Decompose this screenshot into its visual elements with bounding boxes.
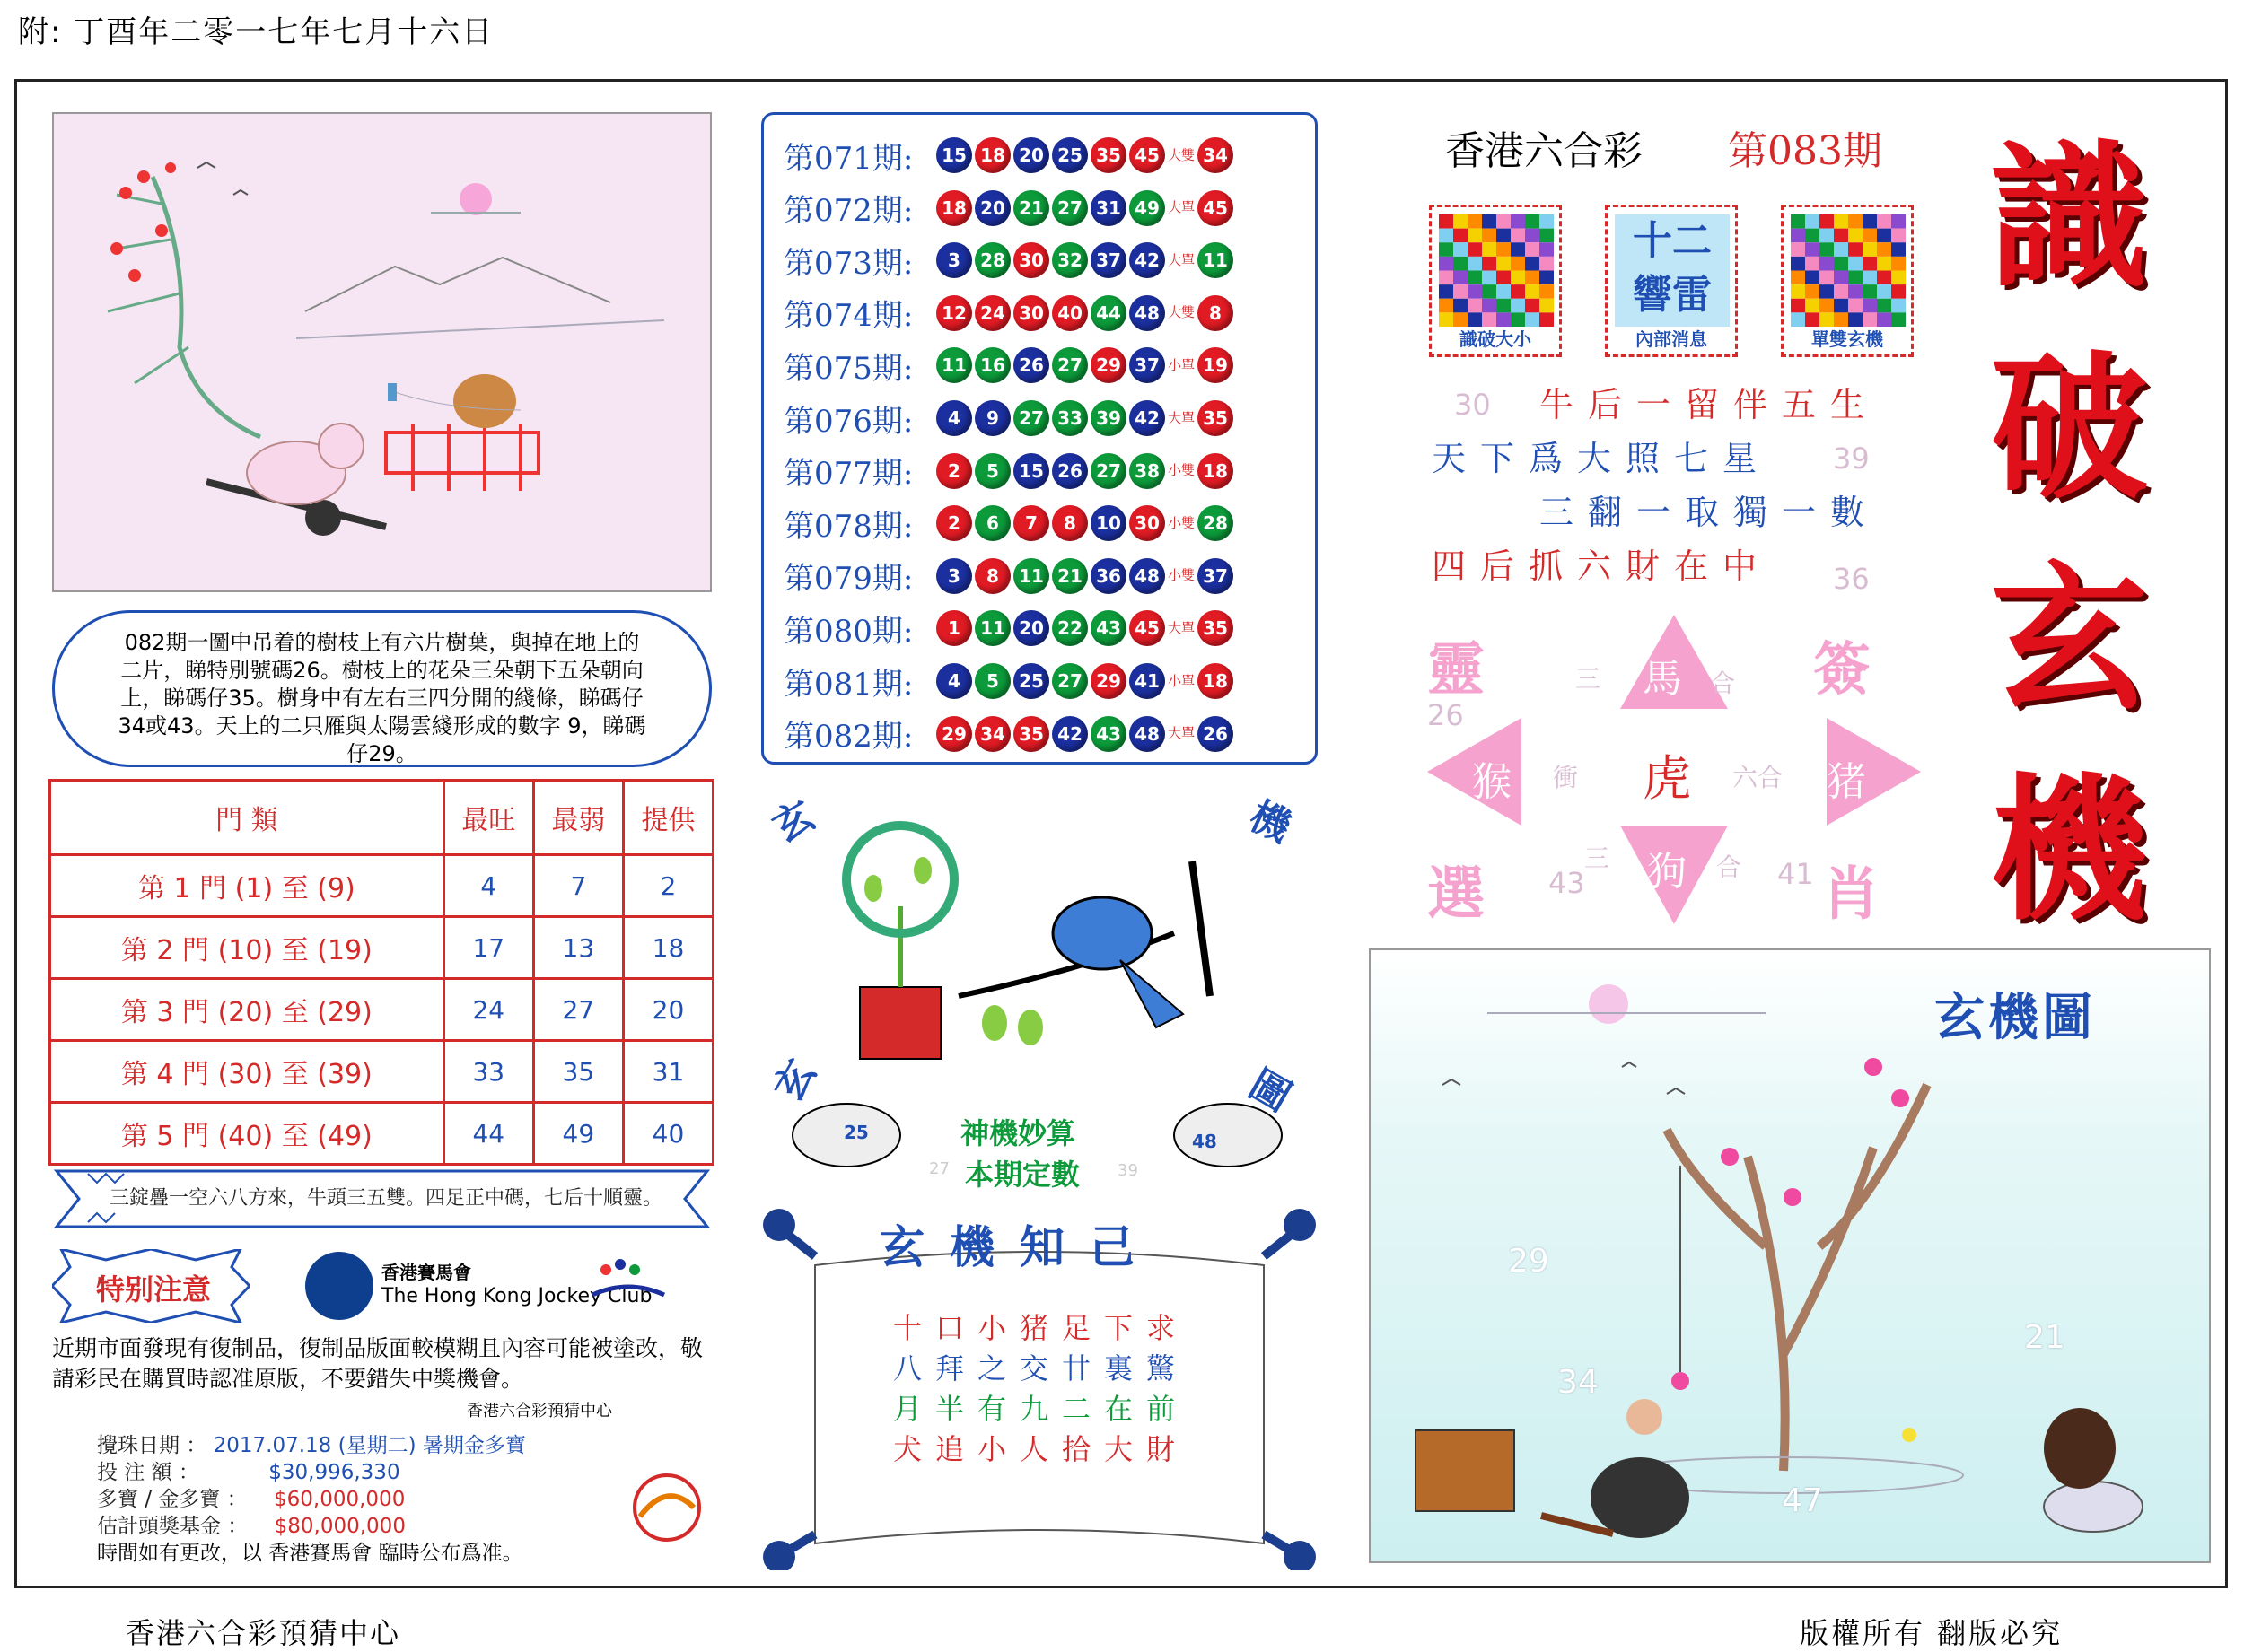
scene-number: 21 xyxy=(2024,1319,2065,1356)
zodiac-tag: 小單 xyxy=(1168,672,1196,689)
number-ball: 44 xyxy=(1091,295,1126,331)
zodiac-tag: 大單 xyxy=(1168,725,1196,742)
door-label: 第 3 門 (20) 至 (29) xyxy=(50,979,444,1041)
door-min: 49 xyxy=(533,1103,623,1165)
number-ball: 29 xyxy=(1091,663,1126,699)
number-ball: 43 xyxy=(1091,610,1126,646)
big-title-char: 識 xyxy=(1990,126,2148,310)
special-ball: 8 xyxy=(1197,295,1233,331)
compass-right: 猪 xyxy=(1827,759,1866,805)
draw-date-label: 攪珠日期 ： xyxy=(97,1434,207,1457)
number-ball: 49 xyxy=(1129,190,1165,226)
door-min: 13 xyxy=(533,917,623,979)
warning-source: 香港六合彩預猜中心 xyxy=(467,1402,612,1420)
number-ball: 27 xyxy=(1052,347,1088,383)
draw-issue-label: 第078期: xyxy=(784,508,914,545)
draw-row xyxy=(784,236,1236,284)
number-ball: 12 xyxy=(936,295,972,331)
draw-issue-label: 第076期: xyxy=(784,403,914,440)
special-ball: 18 xyxy=(1197,453,1233,489)
bet-row xyxy=(97,1455,400,1485)
mid-poem-line: 月半有九二在前 xyxy=(893,1392,1189,1426)
number-ball: 4 xyxy=(936,400,972,436)
number-ball: 28 xyxy=(975,242,1011,278)
draw-row xyxy=(784,710,1236,758)
draw-date-value: 2017.07.18 (星期二) 暑期金多寶 xyxy=(213,1434,526,1457)
big-title-char: 玄 xyxy=(1990,547,2148,731)
bet-value: $30,996,330 xyxy=(268,1461,400,1484)
mid-poem-line: 犬追小人拾大財 xyxy=(893,1432,1189,1466)
number-ball: 8 xyxy=(975,558,1011,594)
number-ball: 31 xyxy=(1091,190,1126,226)
footer-left: 香港六合彩預猜中心 xyxy=(126,1616,401,1650)
mosaic-icon xyxy=(1791,214,1906,327)
doors-table xyxy=(48,779,714,1166)
compass-small: 合 xyxy=(1716,852,1742,882)
number-ball: 38 xyxy=(1129,453,1165,489)
number-ball: 25 xyxy=(1052,137,1088,173)
number-ball: 15 xyxy=(936,137,972,173)
number-ball: 27 xyxy=(1013,400,1049,436)
right-poem-line: 天下爲大照七星 xyxy=(1432,439,1772,478)
compass-faint: 26 xyxy=(1427,698,1464,732)
number-ball: 42 xyxy=(1129,400,1165,436)
special-ball: 19 xyxy=(1197,347,1233,383)
number-ball: 2 xyxy=(936,505,972,541)
zodiac-tag: 大單 xyxy=(1168,619,1196,636)
mid-poem-line: 八拜之交廿裏驚 xyxy=(893,1351,1189,1385)
table-row xyxy=(50,917,714,979)
compass-corner: 選 xyxy=(1427,861,1485,928)
number-ball: 48 xyxy=(1129,716,1165,752)
number-ball: 40 xyxy=(1052,295,1088,331)
doors-header-max: 最旺 xyxy=(443,781,533,855)
number-ball: 11 xyxy=(1013,558,1049,594)
number-ball: 43 xyxy=(1091,716,1126,752)
compass-left: 猴 xyxy=(1472,759,1512,805)
compass-faint: 43 xyxy=(1548,866,1585,900)
draw-row xyxy=(784,657,1236,705)
number-ball: 16 xyxy=(975,347,1011,383)
chick-icon xyxy=(1902,1428,1916,1442)
zodiac-tag: 大單 xyxy=(1168,199,1196,216)
number-ball: 45 xyxy=(1129,610,1165,646)
number-ball: 4 xyxy=(936,663,972,699)
calc-text-2: 本期定數 xyxy=(965,1158,1081,1192)
number-ball: 3 xyxy=(936,558,972,594)
compass-corner: 靈 xyxy=(1427,637,1485,704)
draw-row xyxy=(784,131,1236,179)
number-ball: 5 xyxy=(975,453,1011,489)
special-ball: 35 xyxy=(1197,610,1233,646)
number-ball: 18 xyxy=(975,137,1011,173)
faint-number: 36 xyxy=(1833,562,1870,596)
secret-box-label: 單雙玄機 xyxy=(1811,328,1883,350)
draw-row xyxy=(784,341,1236,389)
number-ball: 39 xyxy=(1091,400,1126,436)
number-ball: 29 xyxy=(1091,347,1126,383)
secret-box-label: 識破大小 xyxy=(1459,328,1531,350)
number-ball: 25 xyxy=(1013,663,1049,699)
number-ball: 35 xyxy=(1013,716,1049,752)
door-give: 2 xyxy=(623,855,713,917)
draw-row xyxy=(784,394,1236,442)
number-ball: 11 xyxy=(936,347,972,383)
table-row xyxy=(50,1041,714,1103)
secret-box-inside xyxy=(1605,205,1738,357)
number-ball: 30 xyxy=(1013,295,1049,331)
table-row xyxy=(50,855,714,917)
number-ball: 24 xyxy=(975,295,1011,331)
scene-number: 29 xyxy=(1508,1243,1549,1280)
egg-right-number: 48 xyxy=(1192,1131,1217,1152)
draw-issue-label: 第074期: xyxy=(784,298,914,335)
big-title-char: 機 xyxy=(1990,758,2148,942)
estimate-value: $80,000,000 xyxy=(274,1515,406,1538)
compass-small: 六合 xyxy=(1732,763,1784,792)
woman-icon xyxy=(1591,1457,1689,1538)
notice-badge: 特别注意 xyxy=(95,1272,211,1307)
compass-small: 合 xyxy=(1710,669,1736,698)
scene-number: 47 xyxy=(1782,1482,1823,1519)
number-ball: 5 xyxy=(975,663,1011,699)
draw-issue-label: 第081期: xyxy=(784,666,914,703)
secret-box-oddeven xyxy=(1781,205,1914,357)
estimate-row xyxy=(97,1509,406,1539)
number-ball: 6 xyxy=(975,505,1011,541)
compass-small: 三 xyxy=(1575,664,1601,694)
door-label: 第 1 門 (1) 至 (9) xyxy=(50,855,444,917)
corner-br: 圖 xyxy=(1240,1061,1299,1121)
number-ball: 27 xyxy=(1052,190,1088,226)
special-ball: 35 xyxy=(1197,400,1233,436)
draw-date-row xyxy=(97,1429,526,1458)
right-poem-line: 牛后一留伴五生 xyxy=(1539,385,1880,424)
door-label: 第 2 門 (10) 至 (19) xyxy=(50,917,444,979)
zodiac-tag: 大單 xyxy=(1168,251,1196,268)
number-ball: 9 xyxy=(975,400,1011,436)
sun-icon xyxy=(460,183,492,215)
quail-icon xyxy=(1053,897,1152,969)
zodiac-tag: 大單 xyxy=(1168,409,1196,426)
number-ball: 3 xyxy=(936,242,972,278)
egg-left-number: 25 xyxy=(844,1122,869,1143)
riddle-picture xyxy=(52,112,712,592)
rooster-icon xyxy=(453,374,516,428)
draw-issue-label: 第073期: xyxy=(784,245,914,282)
door-min: 7 xyxy=(533,855,623,917)
compass-small: 衝 xyxy=(1553,763,1579,792)
flowerpot-icon xyxy=(860,987,941,1059)
jackpot-label: 多寶 / 金多寶 ： xyxy=(97,1488,248,1511)
number-ball: 29 xyxy=(936,716,972,752)
mystery-picture-label: 玄機圖 xyxy=(1934,989,2096,1047)
right-poem-line: 四后抓六財在中 xyxy=(1432,546,1772,586)
draw-row xyxy=(784,604,1236,652)
hkjc-logo-icon xyxy=(305,1252,373,1320)
door-label: 第 5 門 (40) 至 (49) xyxy=(50,1103,444,1165)
number-ball: 18 xyxy=(936,190,972,226)
number-ball: 27 xyxy=(1052,663,1088,699)
number-ball: 10 xyxy=(1091,505,1126,541)
door-min: 35 xyxy=(533,1041,623,1103)
number-ball: 1 xyxy=(936,610,972,646)
draw-row xyxy=(784,184,1236,232)
draw-history-panel xyxy=(761,112,1318,765)
big-title-char: 破 xyxy=(1990,337,2148,520)
egg-right-faint: 39 xyxy=(1118,1161,1138,1180)
jackpot-value: $60,000,000 xyxy=(274,1488,406,1511)
number-ball: 37 xyxy=(1091,242,1126,278)
number-ball: 30 xyxy=(1013,242,1049,278)
compass-bottom: 狗 xyxy=(1647,849,1687,895)
special-ball: 18 xyxy=(1197,663,1233,699)
draw-issue-label: 第079期: xyxy=(784,561,914,598)
compass-small: 三 xyxy=(1584,843,1610,873)
number-ball: 36 xyxy=(1091,558,1126,594)
dog-icon xyxy=(2044,1408,2116,1489)
number-ball: 48 xyxy=(1129,558,1165,594)
right-poem-line: 三翻一取獨一數 xyxy=(1539,493,1880,532)
compass-corner: 簽 xyxy=(1813,637,1871,704)
mid-poem-line: 十口小猪足下求 xyxy=(893,1311,1189,1345)
zodiac-tag: 小雙 xyxy=(1168,462,1196,479)
bet-label: 投 注 額 ： xyxy=(97,1461,199,1484)
door-min: 27 xyxy=(533,979,623,1041)
sun-icon xyxy=(1589,984,1628,1024)
zodiac-tag: 小雙 xyxy=(1168,514,1196,531)
table-row xyxy=(50,1103,714,1165)
faint-number: 39 xyxy=(1833,441,1870,476)
zodiac-tag: 大雙 xyxy=(1168,304,1196,321)
number-ball: 34 xyxy=(975,716,1011,752)
zodiac-tag: 小單 xyxy=(1168,356,1196,373)
hkjc-name-cn: 香港賽馬會 xyxy=(381,1262,471,1283)
hkjc-name-en: The Hong Kong Jockey Club xyxy=(381,1285,653,1307)
faint-number: 30 xyxy=(1454,388,1491,422)
door-give: 31 xyxy=(623,1041,713,1103)
door-max: 44 xyxy=(443,1103,533,1165)
table-row xyxy=(50,979,714,1041)
mark-six-logo-icon xyxy=(588,1252,669,1306)
number-ball: 2 xyxy=(936,453,972,489)
middle-title: 玄機知己 xyxy=(880,1221,1160,1273)
number-ball: 20 xyxy=(1013,137,1049,173)
special-ball: 37 xyxy=(1197,558,1233,594)
number-ball: 35 xyxy=(1091,137,1126,173)
doors-header-row xyxy=(50,781,714,855)
issue-number: 第083期 xyxy=(1728,128,1882,174)
doors-header-give: 提供 xyxy=(623,781,713,855)
draw-issue-label: 第082期: xyxy=(784,719,914,756)
special-ball: 45 xyxy=(1197,190,1233,226)
swallow-icon xyxy=(763,1209,795,1241)
banner-text: 三錠疊一空六八方來，牛頭三五雙。四足正中碼，七后十順靈。 xyxy=(109,1187,662,1210)
number-ball: 48 xyxy=(1129,295,1165,331)
door-label: 第 4 門 (30) 至 (39) xyxy=(50,1041,444,1103)
number-ball: 20 xyxy=(1013,610,1049,646)
egg-left-faint: 27 xyxy=(929,1159,950,1178)
draw-issue-label: 第072期: xyxy=(784,193,914,230)
number-ball: 26 xyxy=(1013,347,1049,383)
draw-row xyxy=(784,447,1236,495)
special-ball: 28 xyxy=(1197,505,1233,541)
number-ball: 37 xyxy=(1129,347,1165,383)
number-ball: 27 xyxy=(1091,453,1126,489)
draw-issue-label: 第071期: xyxy=(784,140,914,177)
jackpot-row xyxy=(97,1482,405,1512)
mosaic-icon xyxy=(1439,214,1554,327)
draw-issue-label: 第077期: xyxy=(784,456,914,493)
tree-icon xyxy=(1667,1085,1927,1471)
compass-center: 虎 xyxy=(1643,750,1691,807)
zodiac-tag: 小雙 xyxy=(1168,567,1196,584)
number-ball: 26 xyxy=(1052,453,1088,489)
number-ball: 15 xyxy=(1013,453,1049,489)
number-ball: 8 xyxy=(1052,505,1088,541)
number-ball: 7 xyxy=(1013,505,1049,541)
number-ball: 42 xyxy=(1129,242,1165,278)
number-ball: 21 xyxy=(1013,190,1049,226)
date-line: 附: 丁酉年二零一七年七月十六日 xyxy=(18,14,495,50)
draw-row xyxy=(784,552,1236,600)
door-give: 18 xyxy=(623,917,713,979)
number-ball: 22 xyxy=(1052,610,1088,646)
riddle-explanation: 082期一圖中吊着的樹枝上有六片樹葉，與掉在地上的二片，睇特別號碼26。樹枝上的花朵三朵朝下五朵朝向上，睇碼仔35。樹身中有左右三四分開的綫條，睇碼仔34或43。天上的二只雁與太陽雲綫形成的數字 9，睇碼仔29。 xyxy=(52,610,712,767)
number-ball: 41 xyxy=(1129,663,1165,699)
footer-right: 版權所有 翻版必究 xyxy=(1800,1616,2064,1650)
zodiac-tag: 大雙 xyxy=(1168,146,1196,163)
special-ball: 11 xyxy=(1197,242,1233,278)
draw-issue-label: 第075期: xyxy=(784,350,914,387)
mountain-icon xyxy=(305,258,610,311)
corner-tr: 機 xyxy=(1242,792,1298,852)
corner-bl: 玄 xyxy=(765,1052,825,1110)
draw-row xyxy=(784,289,1236,337)
door-give: 40 xyxy=(623,1103,713,1165)
flower-icon xyxy=(1671,1372,1689,1390)
compass-corner: 肖 xyxy=(1822,861,1880,928)
door-max: 24 xyxy=(443,979,533,1041)
secret-box-label: 內部消息 xyxy=(1635,328,1707,350)
thunder-text: 十二響雷 xyxy=(1615,214,1730,327)
number-ball: 20 xyxy=(975,190,1011,226)
scene-number: 34 xyxy=(1557,1364,1599,1401)
doors-header-category: 門 類 xyxy=(50,781,444,855)
calc-text: 神機妙算 xyxy=(960,1116,1076,1150)
estimate-label: 估計頭獎基金 ： xyxy=(97,1515,249,1538)
special-ball: 34 xyxy=(1197,137,1233,173)
number-ball: 21 xyxy=(1052,558,1088,594)
compass-top: 馬 xyxy=(1643,656,1682,702)
lottery-title: 香港六合彩 xyxy=(1445,128,1643,174)
door-max: 33 xyxy=(443,1041,533,1103)
ifha-trust-mark-icon xyxy=(622,1472,712,1543)
dog-bowl-icon xyxy=(2044,1482,2143,1532)
fence-icon xyxy=(386,433,539,473)
number-ball: 33 xyxy=(1052,400,1088,436)
number-ball: 32 xyxy=(1052,242,1088,278)
riddle-illustration xyxy=(54,114,712,592)
special-ball: 26 xyxy=(1197,716,1233,752)
door-max: 4 xyxy=(443,855,533,917)
number-ball: 30 xyxy=(1129,505,1165,541)
number-ball: 45 xyxy=(1129,137,1165,173)
counterfeit-warning: 近期市面發現有復制品，復制品版面較模糊且內容可能被塗改，敬請彩民在購買時認准原版，不要錯失中獎機會。 xyxy=(52,1335,704,1392)
draw-row xyxy=(784,499,1236,547)
number-ball: 42 xyxy=(1052,716,1088,752)
secret-box-size xyxy=(1429,205,1562,357)
compass-faint: 41 xyxy=(1777,857,1814,891)
draw-issue-label: 第080期: xyxy=(784,613,914,650)
basket-icon xyxy=(1416,1430,1514,1511)
door-give: 20 xyxy=(623,979,713,1041)
door-max: 17 xyxy=(443,917,533,979)
tree-icon xyxy=(153,177,260,437)
time-change-note: 時間如有更改，以 香港賽馬會 臨時公布爲准。 xyxy=(97,1542,523,1565)
number-ball: 11 xyxy=(975,610,1011,646)
doors-header-min: 最弱 xyxy=(533,781,623,855)
corner-tl: 玄 xyxy=(765,791,823,852)
big-title xyxy=(1930,112,2208,956)
